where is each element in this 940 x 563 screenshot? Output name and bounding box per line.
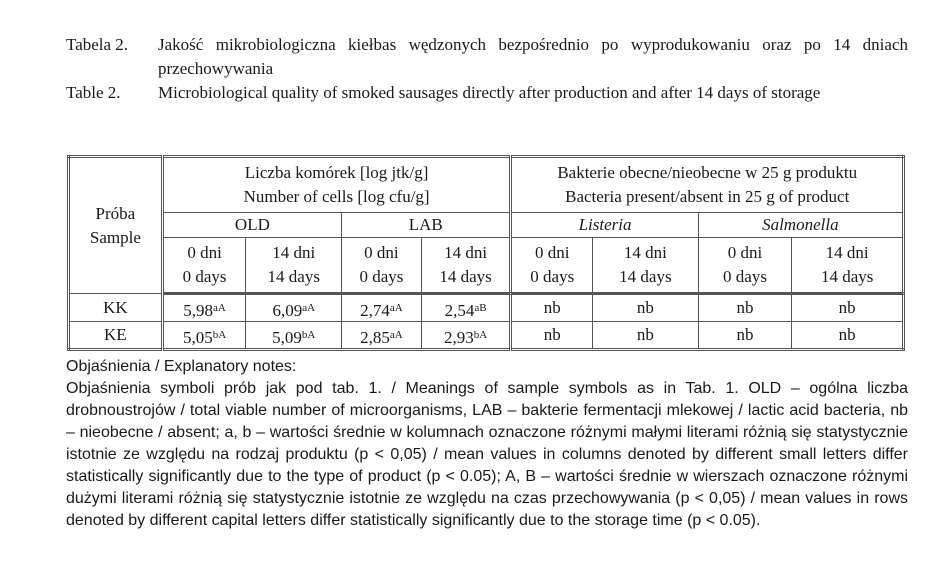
- caption-english: [66, 81, 908, 105]
- caption-polish: [66, 33, 908, 81]
- cell-count-header: Liczba komórek [log jtk/g] Number of cells [log cfu/g]: [162, 157, 511, 213]
- sample-header: Próba Sample: [69, 157, 163, 294]
- value-cell: $2,54^{aB}$: [421, 294, 511, 322]
- day-0-header: 0 dni 0 days: [698, 238, 792, 294]
- day-14-header: 14 dni 14 days: [593, 238, 699, 294]
- value-cell: $6,09^{aA}$: [246, 294, 342, 322]
- value-cell: $2,85^{aA}$: [342, 322, 422, 350]
- old-header: OLD: [162, 213, 341, 238]
- explanatory-notes: [66, 356, 908, 532]
- value-cell: $5,98^{aA}$: [162, 294, 246, 322]
- value-cell: $2,93^{bA}$: [421, 322, 511, 350]
- value-cell: $2,74^{aA}$: [342, 294, 422, 322]
- listeria-header: Listeria: [511, 213, 698, 238]
- day-14-header: 14 dni 14 days: [421, 238, 511, 294]
- caption-label: Table 2.: [66, 83, 121, 102]
- table-row: [69, 322, 904, 350]
- sample-cell: KE: [69, 322, 163, 350]
- notes-heading: Objaśnienia / Explanatory notes:: [66, 358, 297, 375]
- value-cell: $5,09^{bA}$: [246, 322, 342, 350]
- value-cell: nb: [698, 294, 792, 322]
- sample-cell: KK: [69, 294, 163, 322]
- salmonella-header: Salmonella: [698, 213, 903, 238]
- value-cell: nb: [511, 294, 593, 322]
- notes-body: Objaśnienia symboli prób jak pod tab. 1. / Meanings of sample symbols as in Tab. 1. OLD – ogólna liczba drobnoustrojów / total viable number of microorganisms, LAB – bakterie fermentacji mlekowej / lactic acid bacteria, nb – nieobecne / absent; a, b – wartości średnie w kolumnach oznaczone różnymi małymi literami różnią się statystycznie istotnie ze względu na rodzaj produktu (p < 0,05) / mean values in columns denoted by different small letters differ statistically significantly due to the type of product (p < 0.05); A, B – wartości średnie w wierszach oznaczone różnymi dużymi literami różnią się statystycznie istotnie ze względu na czas przechowywania (p < 0,05) / mean values in rows denoted by different capital letters differ statistically significantly due to the storage time (p < 0.05).: [66, 380, 908, 529]
- day-14-header: 14 dni 14 days: [246, 238, 342, 294]
- caption-text: Jakość mikrobiologiczna kiełbas wędzonych bezpośrednio po wyprodukowaniu oraz po 14 dniach przechowywania: [158, 35, 908, 78]
- value-cell: nb: [792, 294, 904, 322]
- results-table: [67, 155, 905, 351]
- value-cell: nb: [792, 322, 904, 350]
- presence-header: Bakterie obecne/nieobecne w 25 g produktu Bacteria present/absent in 25 g of product: [511, 157, 904, 213]
- table-row: [69, 294, 904, 322]
- day-header-row: [69, 238, 904, 294]
- value-cell: nb: [511, 322, 593, 350]
- caption-label: Tabela 2.: [66, 35, 129, 54]
- lab-header: LAB: [342, 213, 511, 238]
- value-cell: nb: [593, 294, 699, 322]
- value-cell: $5,05^{bA}$: [162, 322, 246, 350]
- day-0-header: 0 dni 0 days: [342, 238, 422, 294]
- day-0-header: 0 dni 0 days: [511, 238, 593, 294]
- day-14-header: 14 dni 14 days: [792, 238, 904, 294]
- value-cell: nb: [593, 322, 699, 350]
- day-0-header: 0 dni 0 days: [162, 238, 246, 294]
- value-cell: nb: [698, 322, 792, 350]
- caption-text: Microbiological quality of smoked sausages directly after production and after 14 days of storage: [158, 83, 821, 102]
